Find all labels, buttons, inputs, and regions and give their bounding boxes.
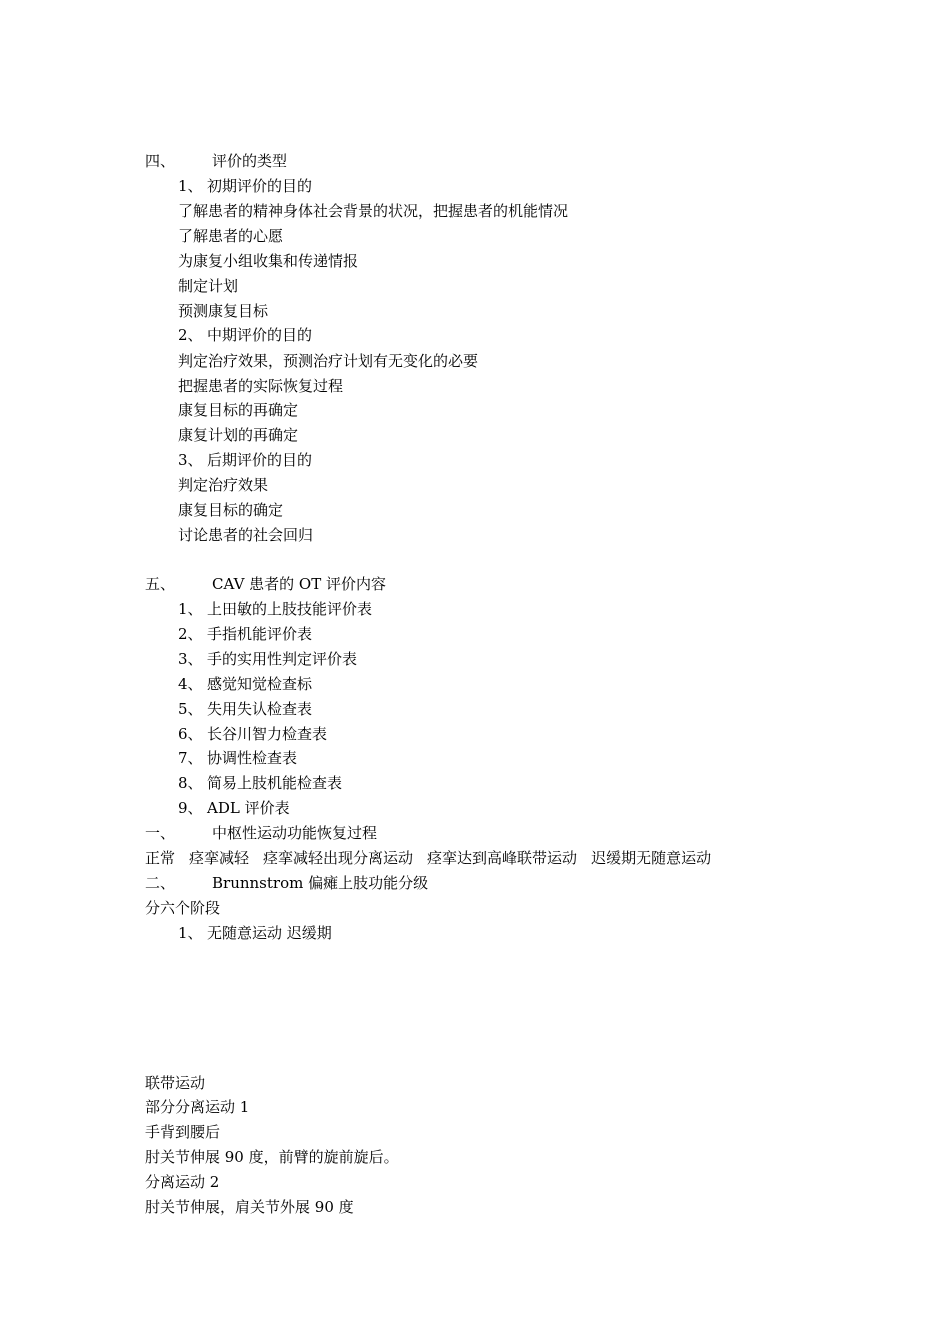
section5-item-number: 7、 — [178, 749, 203, 767]
section-a-number: 一、 — [145, 824, 176, 842]
section-a-title: 中枢性运动功能恢复过程 — [212, 824, 378, 842]
section5-item-text: 上田敏的上肢技能评价表 — [207, 600, 373, 618]
sub1-item: 为康复小组收集和传递情报 — [178, 252, 359, 270]
stage-label: 迟缓期无随意运动 — [591, 849, 712, 867]
body-text-line: 手背到腰后 — [145, 1123, 221, 1141]
section4-number: 四、 — [145, 152, 176, 170]
sub3-item: 讨论患者的社会回归 — [178, 526, 314, 544]
sub1-item: 制定计划 — [178, 277, 239, 295]
section5-item-text: ADL 评价表 — [207, 799, 290, 817]
recovery-stages-row — [145, 848, 711, 868]
sub3-number: 3、 — [178, 451, 203, 469]
section5-item-text: 失用失认检查表 — [207, 700, 313, 718]
section5-item-text: 简易上肢机能检查表 — [207, 774, 343, 792]
section5-item-number: 5、 — [178, 700, 203, 718]
sub3-title: 后期评价的目的 — [207, 451, 313, 469]
sub1-item: 预测康复目标 — [178, 302, 269, 320]
stage-label: 正常 — [145, 849, 176, 867]
section5-item-text: 长谷川智力检查表 — [207, 725, 328, 743]
body-text-line: 肘关节伸展 90 度，前臂的旋前旋后。 — [145, 1148, 399, 1166]
body-text-line: 部分分离运动 1 — [145, 1098, 250, 1116]
body-text-line: 肘关节伸展，肩关节外展 90 度 — [145, 1198, 354, 1216]
sub2-item: 把握患者的实际恢复过程 — [178, 377, 344, 395]
section5-item-number: 4、 — [178, 675, 203, 693]
sub2-number: 2、 — [178, 326, 203, 344]
section-b-intro: 分六个阶段 — [145, 899, 221, 917]
section5-number: 五、 — [145, 575, 176, 593]
stage1-number: 1、 — [178, 924, 203, 942]
section5-item-number: 9、 — [178, 799, 203, 817]
section5-item-text: 手的实用性判定评价表 — [207, 650, 358, 668]
section-b-number: 二、 — [145, 874, 176, 892]
sub3-item: 判定治疗效果 — [178, 476, 269, 494]
sub2-item: 康复计划的再确定 — [178, 426, 299, 444]
section5-item-text: 感觉知觉检查标 — [207, 675, 313, 693]
sub1-item: 了解患者的精神身体社会背景的状况，把握患者的机能情况 — [178, 202, 569, 220]
section5-item-number: 1、 — [178, 600, 203, 618]
section4-title: 评价的类型 — [212, 152, 288, 170]
section-b-title: Brunnstrom 偏瘫上肢功能分级 — [212, 874, 429, 892]
sub3-item: 康复目标的确定 — [178, 501, 284, 519]
body-text-line: 联带运动 — [145, 1074, 206, 1092]
section5-item-number: 3、 — [178, 650, 203, 668]
sub2-item: 康复目标的再确定 — [178, 401, 299, 419]
stage-label: 痉挛达到高峰联带运动 — [427, 849, 578, 867]
sub2-item: 判定治疗效果，预测治疗计划有无变化的必要 — [178, 352, 479, 370]
stage1-text: 无随意运动 迟缓期 — [207, 924, 332, 942]
section5-item-number: 6、 — [178, 725, 203, 743]
section5-title: CAV 患者的 OT 评价内容 — [212, 575, 387, 593]
section5-item-text: 手指机能评价表 — [207, 625, 313, 643]
section5-item-number: 2、 — [178, 625, 203, 643]
stage-label: 痉挛减轻出现分离运动 — [263, 849, 414, 867]
sub1-title: 初期评价的目的 — [207, 177, 313, 195]
sub1-number: 1、 — [178, 177, 203, 195]
sub2-title: 中期评价的目的 — [207, 326, 313, 344]
stage-label: 痉挛减轻 — [189, 849, 250, 867]
body-text-line: 分离运动 2 — [145, 1173, 220, 1191]
section5-item-number: 8、 — [178, 774, 203, 792]
section5-item-text: 协调性检查表 — [207, 749, 298, 767]
sub1-item: 了解患者的心愿 — [178, 227, 284, 245]
